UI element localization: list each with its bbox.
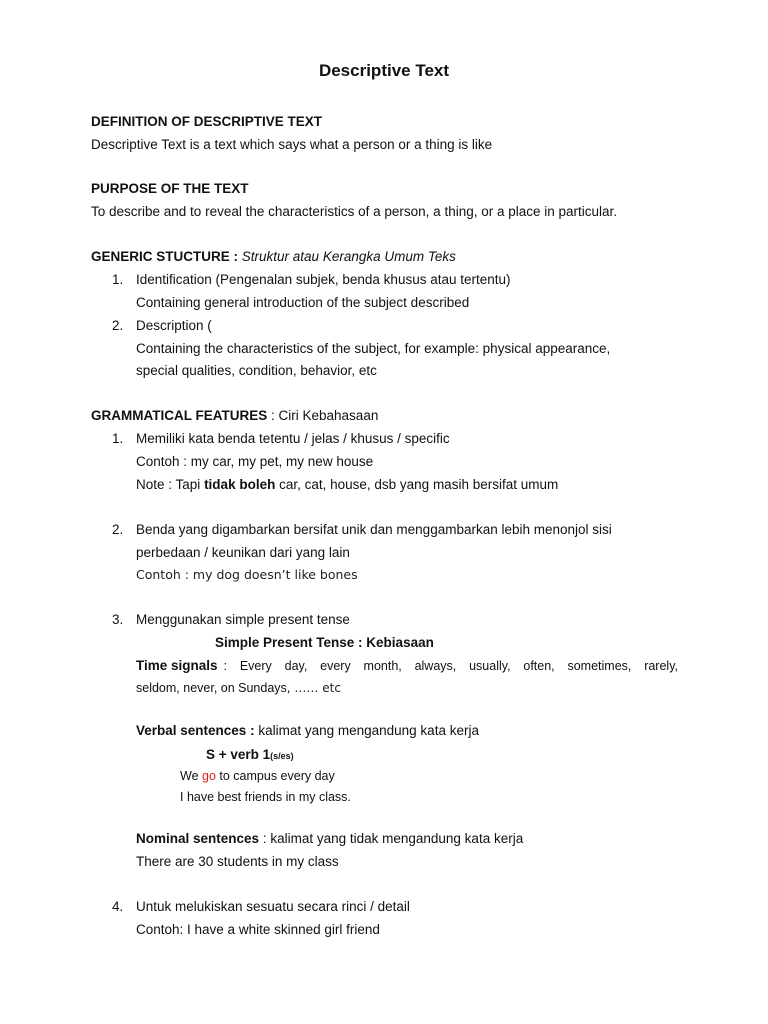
- highlighted-verb: go: [202, 769, 216, 783]
- page-title: Descriptive Text: [318, 61, 450, 80]
- structure-heading-note: Struktur atau Kerangka Umum Teks: [241, 249, 456, 264]
- structure-item-2-desc-line2: special qualities, condition, behavior, etc: [136, 363, 377, 378]
- grammar-item-1-text: Memiliki kata benda tetentu / jelas / khusus / specific: [136, 431, 450, 446]
- example-sentence-1: We go to campus every day: [180, 769, 335, 783]
- grammar-item-2-line2: perbedaan / keunikan dari yang lain: [136, 545, 350, 560]
- grammar-item-3-text: Menggunakan simple present tense: [136, 612, 350, 627]
- list-number: 2.: [112, 318, 124, 333]
- grammar-item-1-example: Contoh : my car, my pet, my new house: [136, 454, 374, 469]
- example-sentence-2: I have best friends in my class.: [180, 790, 351, 804]
- list-number: 3.: [112, 612, 124, 627]
- grammar-item-1-note: Note : Tapi tidak boleh car, cat, house, dsb yang masih bersifat umum: [136, 477, 559, 492]
- grammar-item-4-example: Contoh: I have a white skinned girl friend: [136, 922, 380, 937]
- purpose-text: To describe and to reveal the characteristics of a person, a thing, or a place in particular.: [91, 204, 618, 219]
- structure-item-1-title: Identification (Pengenalan subjek, benda khusus atau tertentu): [136, 272, 511, 287]
- nominal-label: Nominal sentences: [136, 831, 260, 846]
- grammar-item-2-example: Contoh : my dog doesn’t like bones: [136, 567, 358, 582]
- formula: S + verb 1(s/es): [206, 747, 294, 762]
- grammar-heading: GRAMMATICAL FEATURES: [91, 408, 268, 423]
- grammar-heading-note: : Ciri Kebahasaan: [271, 408, 379, 423]
- time-signals-line2: seldom, never, on Sundays, …… etc: [136, 681, 341, 695]
- verbal-label: Verbal sentences :: [136, 723, 255, 738]
- nominal-example: There are 30 students in my class: [136, 854, 339, 869]
- grammar-item-4-text: Untuk melukiskan sesuatu secara rinci / detail: [136, 899, 410, 914]
- definition-heading: DEFINITION OF DESCRIPTIVE TEXT: [91, 114, 323, 129]
- grammar-item-2-line1: Benda yang digambarkan bersifat unik dan menggambarkan lebih menonjol sisi: [136, 522, 612, 537]
- time-signals-label: Time signals: [136, 658, 218, 673]
- purpose-heading: PURPOSE OF THE TEXT: [91, 181, 249, 196]
- time-signals-line1: Time signals : Every day, every month, always, usually, often, sometimes, rarely,: [136, 658, 678, 673]
- grammar-heading-line: [91, 407, 378, 425]
- list-number: 4.: [112, 899, 124, 914]
- definition-text: Descriptive Text is a text which says what a person or a thing is like: [91, 137, 493, 152]
- verbal-sentences-line: Verbal sentences : kalimat yang mengandung kata kerja: [136, 723, 479, 738]
- structure-item-2-title: Description (: [136, 318, 212, 333]
- list-number: 1.: [112, 431, 124, 446]
- list-number: 1.: [112, 272, 124, 287]
- structure-item-1-desc: Containing general introduction of the subject described: [136, 295, 470, 310]
- structure-heading: GENERIC STUCTURE :: [91, 249, 239, 264]
- list-number: 2.: [112, 522, 124, 537]
- nominal-sentences-line: Nominal sentences : kalimat yang tidak mengandung kata kerja: [136, 831, 524, 846]
- tense-subheading: Simple Present Tense : Kebiasaan: [215, 635, 434, 650]
- structure-heading-line: [91, 248, 456, 266]
- structure-item-2-desc-line1: Containing the characteristics of the subject, for example: physical appearance,: [136, 341, 611, 356]
